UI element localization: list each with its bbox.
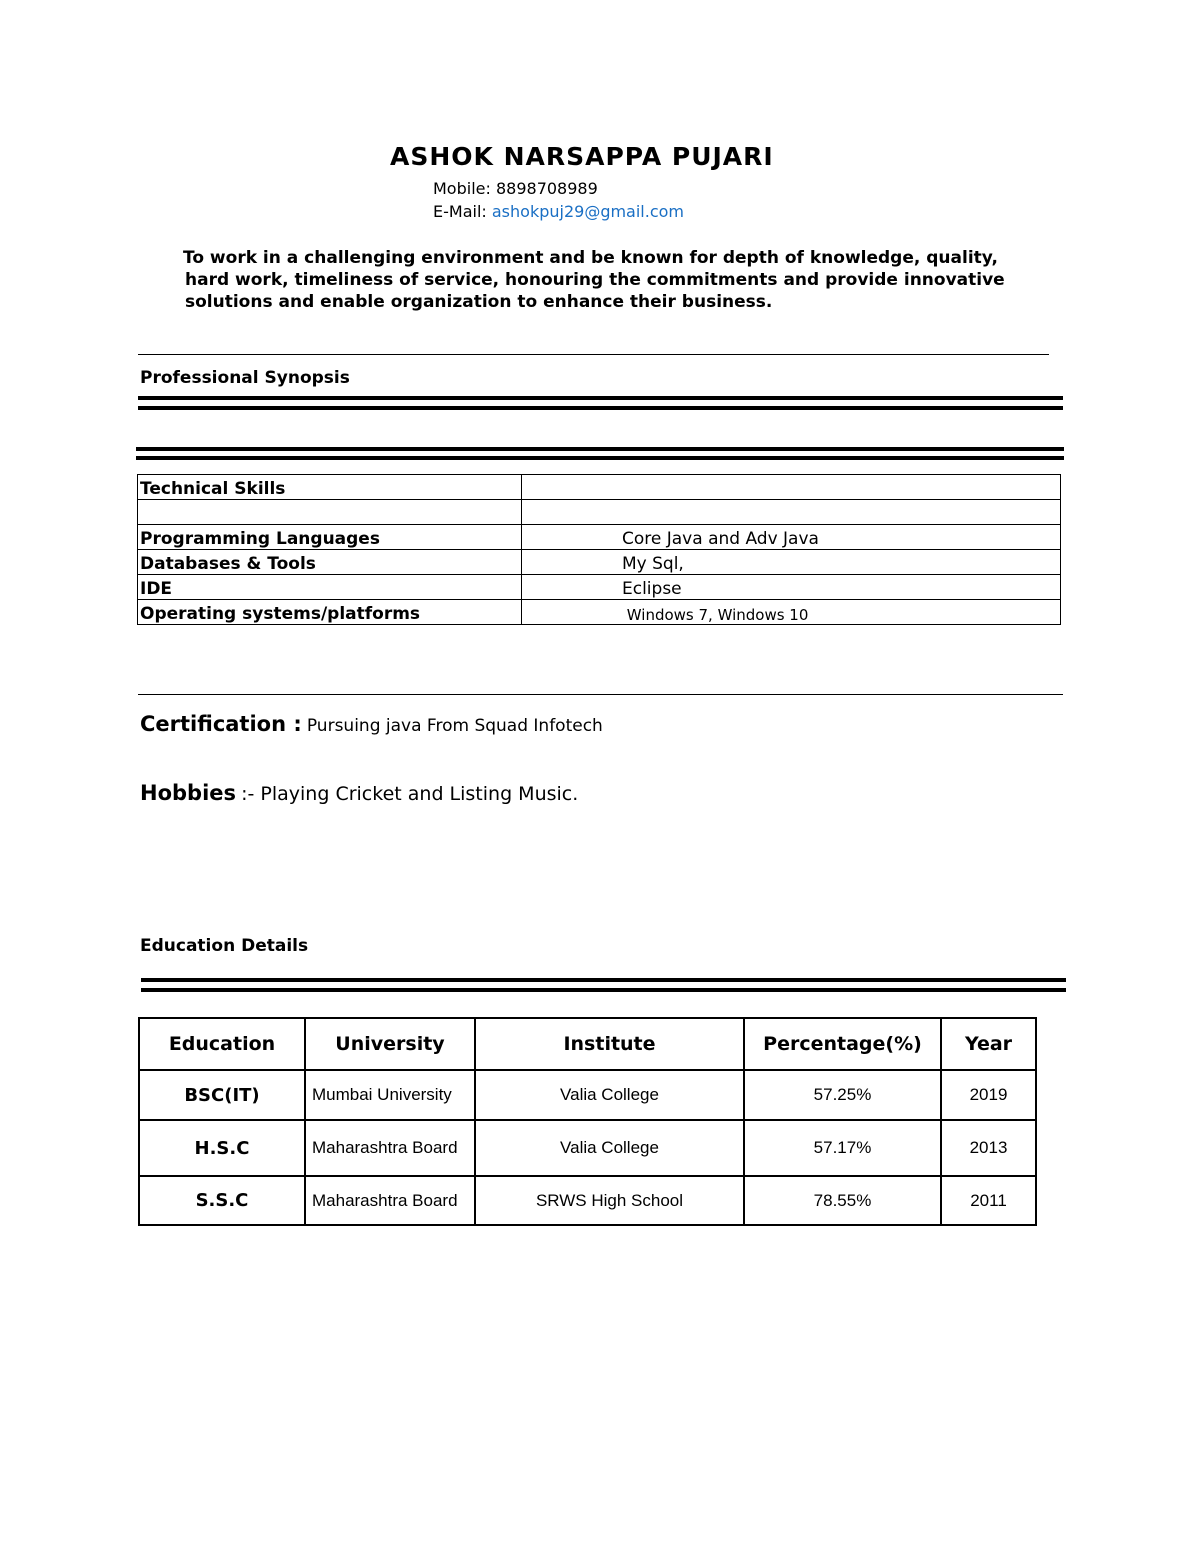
divider	[138, 694, 1063, 695]
technical-skills-heading: Technical Skills	[138, 475, 522, 500]
certification-text: Pursuing java From Squad Infotech	[306, 716, 603, 736]
empty-cell	[138, 500, 522, 525]
column-header: Institute	[475, 1018, 744, 1070]
education-cell: S.S.C	[139, 1176, 305, 1225]
education-cell: BSC(IT)	[139, 1070, 305, 1120]
year-cell: 2019	[941, 1070, 1036, 1120]
education-table	[138, 1017, 1037, 1226]
institute-cell: SRWS High School	[475, 1176, 744, 1225]
education-details-heading: Education Details	[140, 936, 309, 956]
university-cell: Mumbai University	[305, 1070, 475, 1120]
university-cell: Maharashtra Board	[305, 1176, 475, 1225]
column-header: Percentage(%)	[744, 1018, 941, 1070]
objective-line-3: solutions and enable organization to enhance their business.	[185, 292, 773, 312]
percentage-cell: 57.17%	[744, 1120, 941, 1176]
table-row	[139, 1120, 1036, 1176]
table-header-row	[139, 1018, 1036, 1070]
institute-cell: Valia College	[475, 1070, 744, 1120]
mobile-label: Mobile:	[433, 179, 491, 198]
objective-line-2: hard work, timeliness of service, honouring the commitments and provide innovative	[185, 270, 1005, 290]
table-row	[139, 1070, 1036, 1120]
hobbies-text: :- Playing Cricket and Listing Music.	[241, 783, 579, 805]
divider-thick	[138, 396, 1063, 400]
divider-thick	[141, 978, 1066, 982]
mobile-line	[433, 179, 598, 198]
email-label: E-Mail:	[433, 202, 487, 221]
column-header: Year	[941, 1018, 1036, 1070]
mobile-value: 8898708989	[495, 179, 598, 198]
divider	[138, 354, 1049, 355]
certification-line	[140, 712, 603, 736]
percentage-cell: 57.25%	[744, 1070, 941, 1120]
professional-synopsis-heading: Professional Synopsis	[140, 368, 350, 388]
hobbies-label: Hobbies	[140, 781, 237, 805]
table-row	[138, 575, 1061, 600]
divider-thick	[141, 988, 1066, 992]
email-link[interactable]: ashokpuj29@gmail.com	[491, 202, 685, 221]
year-cell: 2011	[941, 1176, 1036, 1225]
skill-value: My Sql,	[522, 550, 1061, 575]
skill-value: Windows 7, Windows 10	[522, 600, 1061, 625]
table-row	[138, 600, 1061, 625]
year-cell: 2013	[941, 1120, 1036, 1176]
empty-cell	[522, 475, 1061, 500]
certification-label: Certification :	[140, 712, 302, 736]
divider-thick	[138, 406, 1063, 410]
skill-key: IDE	[138, 575, 522, 600]
skill-key: Operating systems/platforms	[138, 600, 522, 625]
institute-cell: Valia College	[475, 1120, 744, 1176]
empty-cell	[522, 500, 1061, 525]
divider-thick	[136, 447, 1064, 451]
skill-value: Core Java and Adv Java	[522, 525, 1061, 550]
career-objective	[183, 247, 1053, 313]
table-row	[138, 525, 1061, 550]
hobbies-line	[140, 781, 578, 805]
skill-key: Databases & Tools	[138, 550, 522, 575]
table-row	[138, 475, 1061, 500]
objective-line-1: To work in a challenging environment and be known for depth of knowledge, quality,	[183, 248, 999, 268]
skill-value: Eclipse	[522, 575, 1061, 600]
divider-thick	[136, 456, 1064, 460]
table-row	[139, 1176, 1036, 1225]
table-row	[138, 500, 1061, 525]
column-header: Education	[139, 1018, 305, 1070]
column-header: University	[305, 1018, 475, 1070]
percentage-cell: 78.55%	[744, 1176, 941, 1225]
table-row	[138, 550, 1061, 575]
university-cell: Maharashtra Board	[305, 1120, 475, 1176]
candidate-name: ASHOK NARSAPPA PUJARI	[390, 142, 774, 171]
email-line	[433, 202, 684, 221]
technical-skills-table	[137, 474, 1061, 625]
education-cell: H.S.C	[139, 1120, 305, 1176]
skill-key: Programming Languages	[138, 525, 522, 550]
